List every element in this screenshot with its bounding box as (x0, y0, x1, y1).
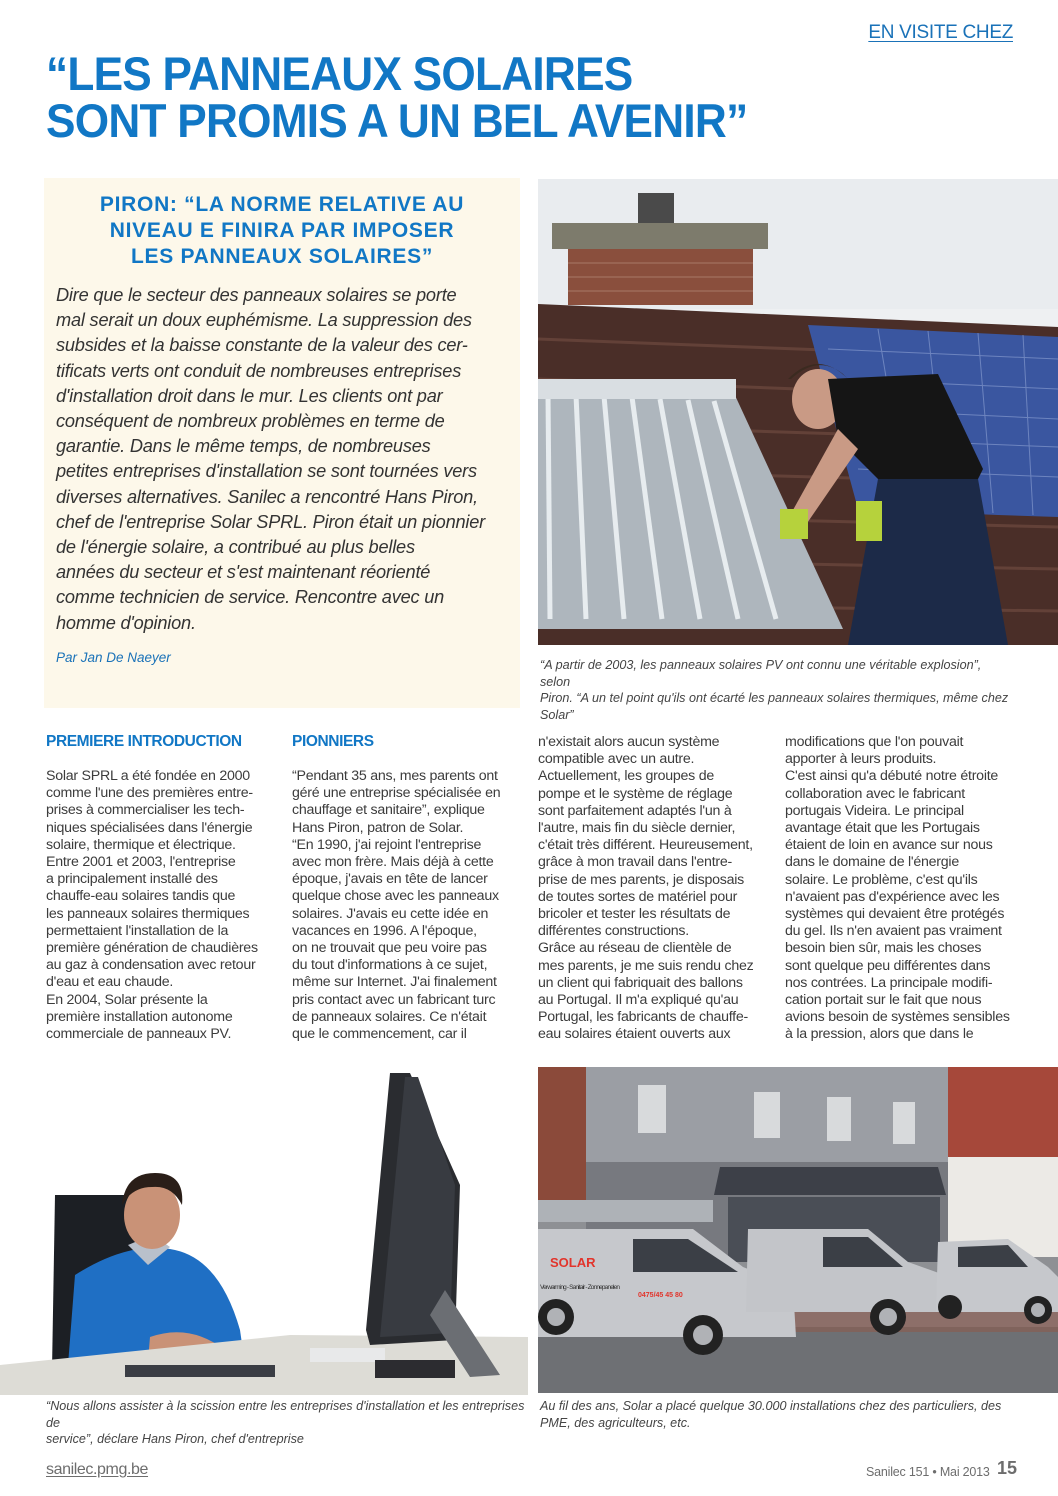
text-line: prises à commercialiser les tech- (46, 802, 245, 819)
caption-line: PME, des agriculteurs, etc. (540, 1415, 691, 1430)
text-line: portugais Videira. Le principal (785, 802, 964, 819)
headline-line: “LES PANNEAUX SOLAIRES (46, 47, 633, 100)
photo-solar-vans (538, 1067, 1058, 1393)
intro-line: conséquent de nombreux problèmes en terme de (56, 411, 445, 432)
text-line: collaboration avec le fabricant (785, 785, 965, 802)
text-line: de toutes sortes de matériel pour (538, 888, 738, 905)
caption-line: Au fil des ans, Solar a placé quelque 30.000 installations chez des particuliers, des (540, 1399, 1002, 1413)
text-line: Entre 2001 et 2003, l'entreprise (46, 854, 236, 871)
text-line: au gaz à condensation avec retour (46, 957, 256, 974)
intro-title (44, 192, 520, 270)
page-number: 15 (997, 1458, 1018, 1478)
intro-line: comme technicien de service. Rencontre avec un (56, 587, 445, 608)
author-byline: Par Jan De Naeyer (56, 650, 171, 665)
intro-line: chef de l'entreprise Solar SPRL. Piron était un pionnier (56, 511, 486, 532)
text-line: solaires. J'avais eu cette idée en (292, 905, 489, 922)
text-line: sont quelque peu différentes dans (785, 957, 991, 974)
text-line: de panneaux solaires. Ce n'était (292, 1008, 487, 1025)
text-line: a principalement installé des (46, 871, 218, 888)
text-line: chauffe-eau solaires tandis que (46, 888, 236, 905)
caption-line: “Nous allons assister à la scission entre les entreprises d'installation et les entreprises de (46, 1399, 525, 1430)
text-line: eau solaires étaient ouverts aux (538, 1026, 731, 1043)
caption-line: Solar” (540, 707, 574, 722)
text-line: même sur Internet. J'ai finalement (292, 974, 497, 991)
photo-roof-installer (538, 179, 1058, 645)
article-column-1 (46, 768, 274, 1043)
text-line: au Portugal. Il m'a expliqué qu'au (538, 992, 739, 1009)
intro-line: de l'énergie solaire, a contribué au plus belles (56, 537, 415, 558)
van-brand-text: SOLAR (550, 1255, 596, 1270)
text-line: compatible avec un autre. (538, 751, 695, 768)
text-line: C'est ainsi qu'a débuté notre étroite (785, 768, 999, 785)
text-line: niques spécialisées dans l'énergie (46, 819, 253, 836)
text-line: mes parents, je me suis rendu chez (538, 957, 754, 974)
text-line: Solar SPRL a été fondée en 2000 (46, 768, 250, 784)
text-line: commerciale de panneaux PV. (46, 1026, 232, 1043)
text-line: avions besoin de systèmes sensibles (785, 1009, 1010, 1026)
text-line: d'eau et eau chaude. (46, 974, 174, 991)
text-line: n'existait alors aucun système (538, 734, 720, 750)
intro-line: tificats verts ont conduit de nombreuses entreprises (56, 360, 462, 381)
intro-title-line: NIVEAU E FINIRA PAR IMPOSER (109, 219, 455, 242)
footer-website-link[interactable]: sanilec.pmg.be (46, 1461, 149, 1478)
caption-line: service”, déclare Hans Piron, chef d'entreprise (46, 1432, 304, 1446)
intro-line: petites entreprises d'installation se sont tournées vers (56, 461, 477, 482)
text-line: l'autre, mais fin du siècle dernier, (538, 820, 736, 837)
text-line: avantage était que les Portugais (785, 820, 980, 837)
section-tag-link[interactable]: EN VISITE CHEZ (868, 22, 1013, 43)
headline-line: SONT PROMIS A UN BEL AVENIR” (46, 94, 748, 147)
intro-title-line: PIRON: “LA NORME RELATIVE AU (99, 193, 465, 216)
caption-vans-photo (540, 1398, 1010, 1431)
caption-roof-photo (540, 657, 1010, 723)
article-column-3 (538, 734, 770, 1044)
text-line: différentes constructions. (538, 923, 689, 940)
text-line: Hans Piron, patron de Solar. (292, 819, 464, 836)
text-line: on ne trouvait que peu voire pas (292, 940, 487, 957)
caption-line: “A partir de 2003, les panneaux solaires PV ont connu une véritable explosion”, selon (540, 658, 982, 689)
text-line: à la pression, alors que dans le (785, 1026, 974, 1043)
text-line: première génération de chaudières (46, 940, 258, 957)
text-line: du gel. Ils n'en avaient pas vraiment (785, 923, 1002, 940)
text-line: que le commencement, car il (292, 1026, 467, 1043)
van-tagline-text: Verwarming - Sanitair - Zonnepanelen (540, 1284, 620, 1291)
text-line: cation portait sur le fait que nous (785, 992, 982, 1009)
text-line: géré une entreprise spécialisée en (292, 785, 501, 802)
intro-line: garantie. Dans le même temps, de nombreuses (56, 436, 431, 457)
intro-line: homme d'opinion. (56, 612, 196, 633)
text-line: les panneaux solaires thermiques (46, 905, 250, 922)
text-line: n'avaient pas d'expérience avec les (785, 888, 1000, 905)
column-heading-premiere-introduction: PREMIERE INTRODUCTION (46, 733, 242, 750)
text-line: modifications que l'on pouvait (785, 734, 964, 750)
text-line: apporter à leurs produits. (785, 751, 937, 768)
text-line: dans le domaine de l'énergie (785, 854, 959, 871)
text-line: avec mon frère. Mais déjà à cette (292, 854, 494, 871)
text-line: c'était très différent. Heureusement, (538, 837, 753, 854)
text-line: un client qui fabriquait des ballons (538, 974, 743, 991)
intro-line: Dire que le secteur des panneaux solaires se porte (56, 285, 457, 305)
intro-line: d'installation droit dans le mur. Les clients ont par (56, 385, 443, 406)
caption-line: Piron. “A un tel point qu'ils ont écarté les panneaux solaires thermiques, même chez (540, 691, 1009, 705)
page-headline (46, 47, 892, 147)
text-line: époque, j'avais en tête de lancer (292, 871, 488, 888)
text-line: pompe et le système de réglage (538, 785, 733, 802)
column-heading-pionniers: PIONNIERS (292, 733, 374, 750)
intro-text (56, 283, 516, 636)
text-line: du tout d'informations à ce sujet, (292, 957, 488, 974)
text-line: “En 1990, j'ai rejoint l'entreprise (292, 836, 482, 853)
text-line: sont parfaitement adaptés l'un à (538, 802, 732, 819)
intro-title-line: LES PANNEAUX SOLAIRES” (130, 245, 434, 268)
caption-office-photo (46, 1398, 526, 1448)
intro-line: subsides et la baisse constante de la valeur des cer- (56, 335, 468, 356)
intro-line: années du secteur et s'est maintenant réorienté (56, 562, 431, 583)
photo-hans-piron-office (0, 1065, 528, 1395)
text-line: systèmes qui devaient être protégés (785, 906, 1005, 923)
text-line: prise de mes parents, je disposais (538, 871, 744, 888)
intro-line: mal serait un doux euphémisme. La suppression des (56, 310, 472, 331)
text-line: solaire. Le problème, c'est qu'ils (785, 871, 978, 888)
text-line: Grâce au réseau de clientèle de (538, 940, 732, 957)
text-line: bricoler et tester les résultats de (538, 906, 731, 923)
text-line: nos contrées. La principale modifi- (785, 974, 993, 991)
text-line: quelque chose avec les panneaux (292, 888, 499, 905)
text-line: comme l'une des premières entre- (46, 785, 253, 802)
text-line: Portugal, les fabricants de chauffe- (538, 1009, 748, 1026)
text-line: permettaient l'installation de la (46, 922, 229, 939)
intro-line: diverses alternatives. Sanilec a rencontré Hans Piron, (56, 486, 478, 507)
article-column-4 (785, 734, 1017, 1044)
text-line: grâce à mon travail dans l'entre- (538, 854, 732, 871)
text-line: vacances en 1996. A l'époque, (292, 922, 477, 939)
text-line: première installation autonome (46, 1008, 233, 1025)
text-line: “Pendant 35 ans, mes parents ont (292, 768, 498, 784)
text-line: Actuellement, les groupes de (538, 768, 714, 785)
text-line: pris contact avec un fabricant turc (292, 991, 496, 1008)
text-line: besoin bien sûr, mais les choses (785, 940, 982, 957)
text-line: solaire, thermique et électrique. (46, 836, 236, 853)
footer-issue-info: Sanilec 151 • Mai 2013 (866, 1465, 990, 1479)
text-line: étaient de loin en avance sur nous (785, 837, 993, 854)
text-line: chauffage et sanitaire”, explique (292, 802, 485, 819)
van-phone-text: 0475/45 45 80 (638, 1292, 683, 1299)
text-line: En 2004, Solar présente la (46, 991, 208, 1008)
article-column-2 (292, 768, 520, 1043)
